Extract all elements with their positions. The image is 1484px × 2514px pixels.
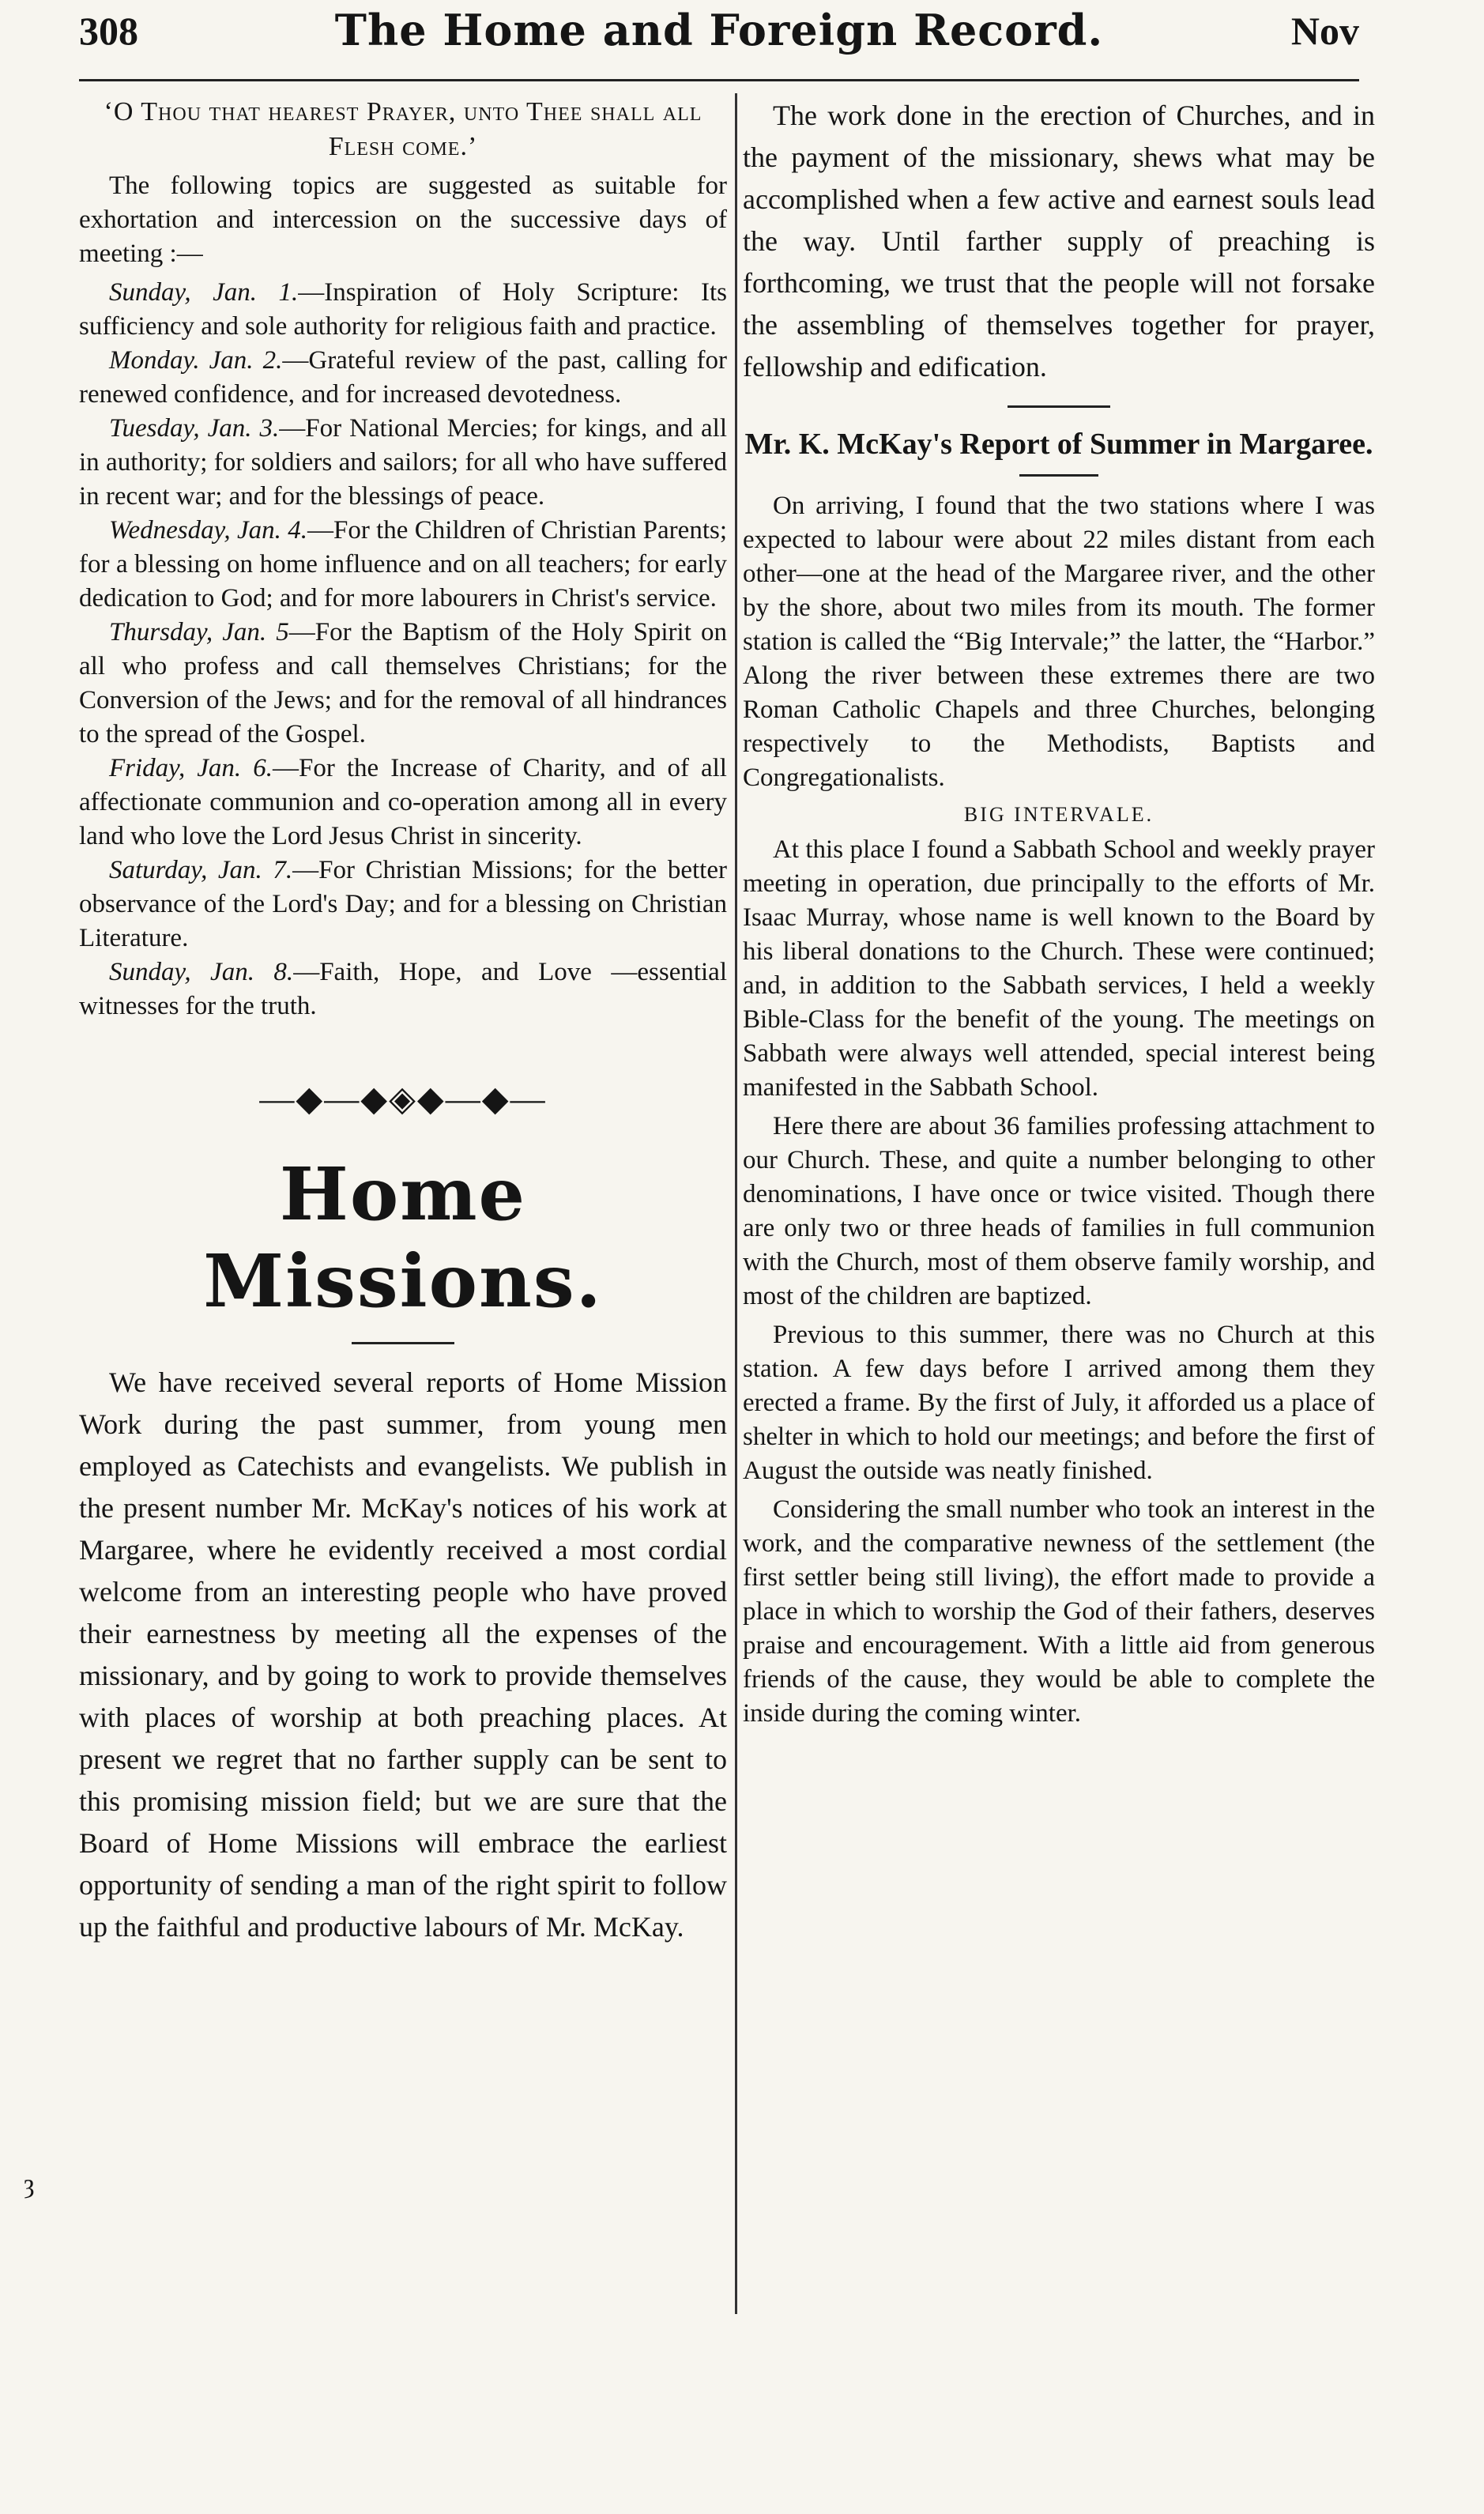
report-paragraph: At this place I found a Sabbath School and weekly prayer meeting in operation, due principally to the efforts of Mr. Isaac Murray, whose name is well known to the Board by his liberal donations to the Church. These were continued; and, in addition to the Sabbath services, I held a weekly Bible-Class for the benefit of the young. The meetings on Sabbath were always well attended, special interest being manifested in the Sabbath School. [743, 835, 1375, 1102]
topic-day: Sunday, Jan. 8. [109, 958, 294, 986]
ornament-divider: —◆—◆◈◆—◆— [259, 1080, 547, 1118]
topic-day: Wednesday, Jan. 4. [109, 516, 307, 545]
topic-day: Thursday, Jan. 5 [109, 618, 289, 646]
topic-text: —Grateful review of the past, calling for renewed confidence, and for increased devotedness. [79, 346, 727, 409]
right-column [743, 95, 1375, 1736]
column-divider [735, 93, 737, 2314]
topic-day: Monday. Jan. 2. [109, 346, 283, 375]
report-paragraph: On arriving, I found that the two stations where I was expected to labour were about 22 miles distant from each other—one at the head of the Margaree river, and the other by the shore, about two miles from its mouth. The former station is called the “Big Intervale;” the latter, the “Harbor.” Along the river between these extremes there are two Roman Catholic Chapels and three Churches, belonging respectively to the Methodists, Baptists and Congregationalists. [743, 492, 1375, 792]
section-title: Home Missions. [203, 1151, 603, 1324]
short-rule [1019, 474, 1098, 477]
topic-item [79, 854, 727, 955]
month-label: Nov [1290, 9, 1359, 53]
topic-day: Friday, Jan. 6. [109, 754, 273, 782]
article-title: Mr. K. McKay's Report of Summer in Margaree. [744, 428, 1373, 461]
left-column [79, 95, 727, 1953]
topic-day: Sunday, Jan. 1. [109, 278, 299, 307]
topic-item [79, 412, 727, 514]
topic-text: —For the Increase of Charity, and of all affectionate communion and co-operation among all in every land who love the Lord Jesus Christ in sincerity. [79, 754, 727, 850]
quote-heading: ‘O Thou that hearest Prayer, unto Thee shall all Flesh come.’ [104, 97, 702, 161]
opening-paragraph: The work done in the erection of Churches, and in the payment of the missionary, shews what may be accomplished when a few active and earnest souls lead the way. Until farther supply of preaching is forthcoming, we trust that the people will not forsake the assembling of themselves together for prayer, fellowship and edification. [743, 100, 1375, 383]
topic-day: Saturday, Jan. 7. [109, 856, 293, 884]
topic-item [79, 955, 727, 1023]
page-number: 308 [79, 9, 138, 53]
short-rule [1008, 405, 1110, 408]
topic-text: —For the Children of Christian Parents; for a blessing on home influence and on all teachers; for early dedication to God; and for more labourers in Christ's service. [79, 516, 727, 612]
report-paragraph: Considering the small number who took an interest in the work, and the comparative newness of the settlement (the first settler being still living), the effort made to provide a place in which to worship the God of their fathers, deserves praise and encouragement. With a little aid from generous friends of the cause, they would be able to complete the inside during the coming winter. [743, 1495, 1375, 1728]
topic-item [79, 276, 727, 344]
page-header [79, 5, 1359, 71]
report-paragraph: Here there are about 36 families professing attachment to our Church. These, and quite a number belonging to other denominations, I have once or twice visited. Though there are only two or three heads of families in full communion with the Church, most of them observe family worship, and most of the children are baptized. [743, 1112, 1375, 1310]
margin-mark: ȝ [24, 2169, 35, 2199]
topic-item [79, 344, 727, 412]
topic-text: —Inspiration of Holy Scripture: Its sufficiency and sole authority for religious faith and practice. [79, 278, 727, 341]
report-paragraph: Previous to this summer, there was no Church at this station. A few days before I arrived among them they erected a frame. By the first of July, it afforded us a place of shelter in which to hold our meetings; and before the first of August the outside was neatly finished. [743, 1321, 1375, 1485]
header-rule [79, 79, 1359, 81]
topic-text: —For Christian Missions; for the better observance of the Lord's Day; and for a blessing on Christian Literature. [79, 856, 727, 952]
topic-item [79, 616, 727, 752]
topic-item [79, 752, 727, 854]
short-rule [352, 1342, 454, 1344]
missions-paragraph: We have received several reports of Home Mission Work during the past summer, from young men employed as Catechists and evangelists. We publish in the present number Mr. McKay's notices of his work at Margaree, where he evidently received a most cordial welcome from an interesting people who have proved their earnestness by meeting all the expenses of the missionary, and by going to work to provide themselves with places of worship at both preaching places. At present we regret that no farther supply can be sent to this promising mission field; but we are sure that the Board of Home Missions will embrace the earliest opportunity of sending a man of the right spirit to follow up the faithful and productive labours of Mr. McKay. [79, 1366, 727, 1943]
topics-intro: The following topics are suggested as suitable for exhortation and intercession on the successive days of meeting :— [79, 171, 727, 268]
subheading: BIG INTERVALE. [963, 803, 1154, 826]
topic-item [79, 514, 727, 616]
topic-text: —Faith, Hope, and Love —essential witnesses for the truth. [79, 958, 727, 1020]
topic-text: —For National Mercies; for kings, and all in authority; for soldiers and sailors; for all who have suffered in recent war; and for the blessings of peace. [79, 414, 727, 511]
topic-text: —For the Baptism of the Holy Spirit on all who profess and call themselves Christians; for the Conversion of the Jews; and for the removal of all hindrances to the spread of the Gospel. [79, 618, 727, 748]
topic-day: Tuesday, Jan. 3. [109, 414, 280, 443]
running-title: The Home and Foreign Record. [334, 5, 1104, 55]
